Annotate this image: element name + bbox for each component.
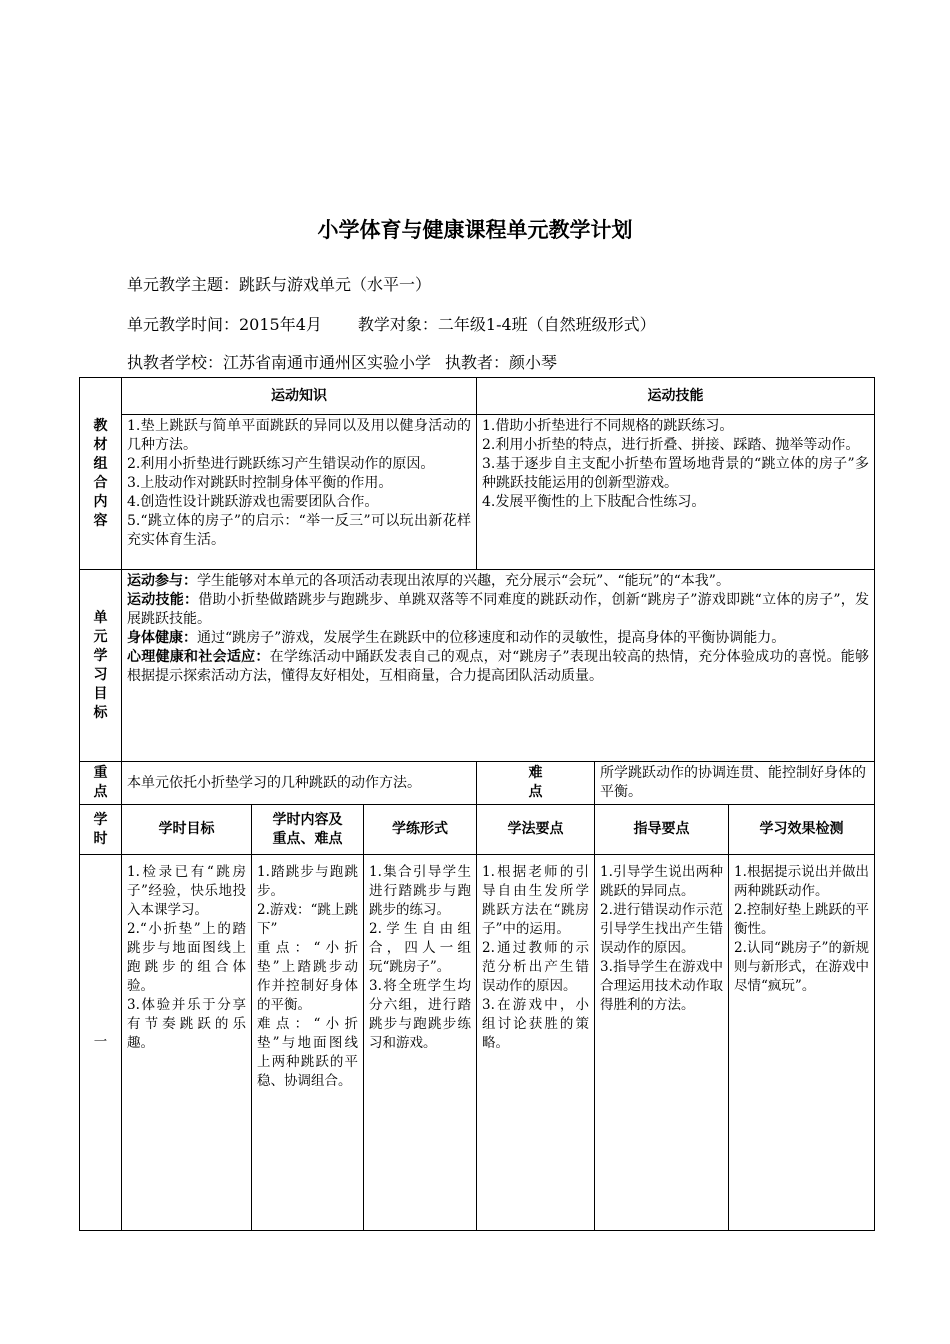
meta-school: 执教者学校：江苏省南通市通州区实验小学 (127, 353, 432, 372)
skill-item: 3.基于逐步自主支配小折垫布置场地背景的“跳立体的房子”多种跳跃技能运用的创新型游戏。 (482, 456, 870, 491)
objective-header: 学时目标 (122, 805, 252, 855)
lesson-method: 1.根据老师的引导自由生发所学跳跃方法在“跳房子”中的运用。 2.通过教师的示范分析出产生错误动作的原因。 3.在游戏中，小组讨论获胜的策略。 (477, 855, 595, 1231)
guidance-header: 指导要点 (595, 805, 729, 855)
skill-header: 运动技能 (477, 378, 875, 415)
knowledge-item: 5.“跳立体的房子”的启示：“举一反三”可以玩出新花样充实体育生活。 (127, 513, 472, 548)
lesson-objective: 1.检录已有“跳房子”经验，快乐地投入本课学习。 2.“小折垫”上的踏跳步与地面图线上跑跳步的组合体验。 3.体验并乐于分享有节奏跳跃的乐趣。 (122, 855, 252, 1231)
form-header: 学练形式 (364, 805, 477, 855)
lesson-evaluation: 1.根据提示说出并做出两种跳跃动作。 2.控制好垫上跳跃的平衡性。 2.认同“跳房子”的新规则与新形式，在游戏中尽情“疯玩”。 (729, 855, 875, 1231)
content-body-row (80, 415, 875, 570)
key-text: 本单元依托小折垫学习的几种跳跃的动作方法。 (122, 762, 477, 805)
lesson-row (80, 855, 875, 1231)
key-points-row (80, 762, 875, 805)
goals-list (122, 570, 875, 762)
goal-item: 心理健康和社会适应：在学练活动中踊跃发表自己的观点，对“跳房子”表现出较高的热情，充分体验成功的喜悦。能够根据提示探索活动方法，懂得友好相处，互相商量，合力提高团队活动质量。 (127, 649, 870, 684)
skill-item: 1.借助小折垫进行不同规格的跳跃练习。 (482, 418, 734, 434)
content-section-label: 教 材 组 合 内 容 (80, 378, 122, 570)
goal-item: 运动参与：学生能够对本单元的各项活动表现出浓厚的兴趣，充分展示“会玩”、“能玩”的“本我”。 (127, 573, 730, 589)
knowledge-list (122, 415, 477, 570)
knowledge-header: 运动知识 (122, 378, 477, 415)
goal-item: 身体健康：通过“跳房子”游戏，发展学生在跳跃中的位移速度和动作的灵敏性，提高身体的平衡协调能力。 (127, 630, 786, 646)
goals-section-label: 单 元 学 习 目 标 (80, 570, 122, 762)
knowledge-item: 4.创造性设计跳跃游戏也需要团队合作。 (127, 494, 379, 510)
content-header: 学时内容及 重点、难点 (252, 805, 364, 855)
difficulty-label: 难 点 (477, 762, 595, 805)
knowledge-item: 2.利用小折垫进行跳跃练习产生错误动作的原因。 (127, 456, 435, 472)
goals-row (80, 570, 875, 762)
content-header-row (80, 378, 875, 415)
meta-teacher: 执教者：颜小琴 (445, 353, 558, 372)
meta-time-target (127, 312, 656, 335)
lesson-form: 1.集合引导学生进行踏跳步与跑跳步的练习。 2.学生自由组合，四人一组玩“跳房子”。 3.将全班学生均分六组，进行踏跳步与跑跳步练习和游戏。 (364, 855, 477, 1231)
lesson-header-row (80, 805, 875, 855)
lesson-hour: 一 (80, 855, 122, 1231)
meta-school-teacher (127, 350, 557, 373)
plan-table (79, 377, 875, 1231)
lesson-content: 1.踏跳步与跑跳步。 2.游戏：“跳上跳下” 重点：“小折垫”上踏跳步动作并控制好身体的平衡。 难点：“小折垫”与地面图线上两种跳跃的平稳、协调组合。 (252, 855, 364, 1231)
evaluation-header: 学习效果检测 (729, 805, 875, 855)
difficulty-text: 所学跳跃动作的协调连贯、能控制好身体的平衡。 (595, 762, 875, 805)
method-header: 学法要点 (477, 805, 595, 855)
hour-header: 学 时 (80, 805, 122, 855)
skill-item: 2.利用小折垫的特点，进行折叠、拼接、踩踏、抛举等动作。 (482, 437, 860, 453)
meta-time: 单元教学时间：2015年4月 (127, 315, 322, 334)
lesson-guidance: 1.引导学生说出两种跳跃的异同点。 2.进行错误动作示范引导学生找出产生错误动作的原因。 3.指导学生在游戏中合理运用技术动作取得胜利的方法。 (595, 855, 729, 1231)
skill-item: 4.发展平衡性的上下肢配合性练习。 (482, 494, 706, 510)
goal-item: 运动技能：借助小折垫做踏跳步与跑跳步、单跳双落等不同难度的跳跃动作，创新“跳房子”游戏即跳“立体的房子”，发展跳跃技能。 (127, 592, 870, 627)
key-label: 重 点 (80, 762, 122, 805)
knowledge-item: 1.垫上跳跃与简单平面跳跃的异同以及用以健身活动的几种方法。 (127, 418, 472, 453)
meta-target: 教学对象：二年级1-4班（自然班级形式） (357, 315, 656, 334)
page-title: 小学体育与健康课程单元教学计划 (317, 218, 633, 242)
knowledge-item: 3.上肢动作对跳跃时控制身体平衡的作用。 (127, 475, 393, 491)
meta-theme: 单元教学主题：跳跃与游戏单元（水平一） (127, 275, 432, 294)
skill-list (477, 415, 875, 570)
